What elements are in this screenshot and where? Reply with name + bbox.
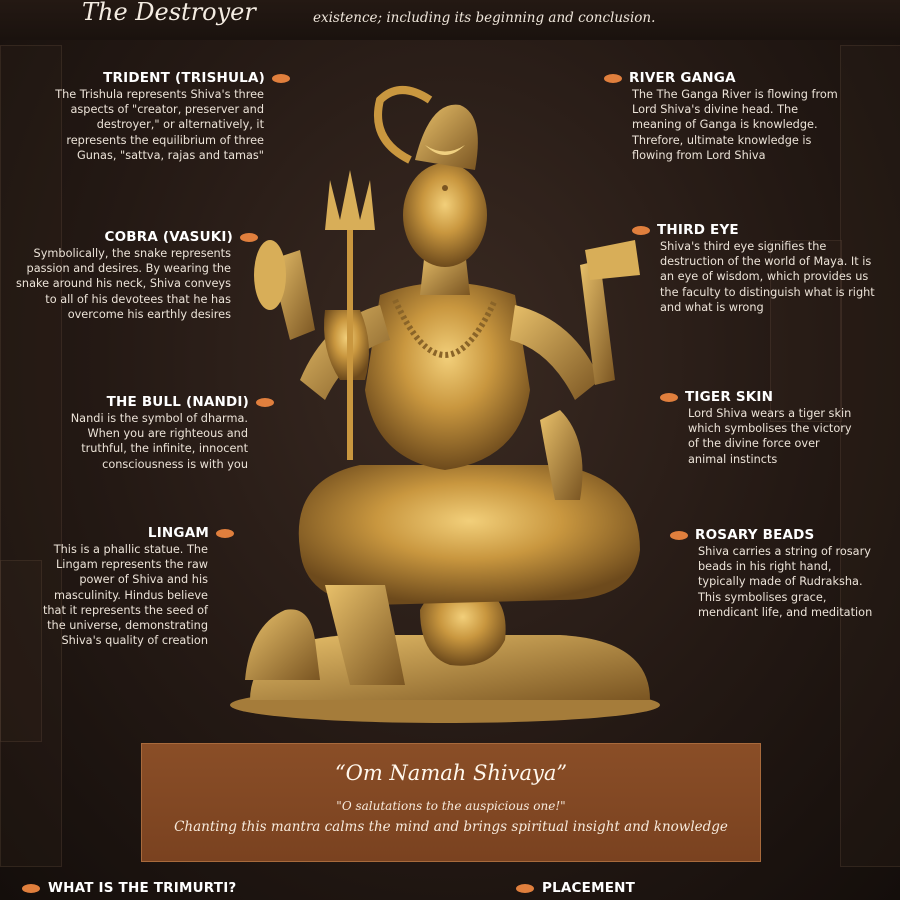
nandi-bull [245,609,320,680]
placement-heading [516,880,635,896]
cobra-body: Symbolically, the snake represents passion and desires. By wearing the snake around his neck, Shiva conveys to all of his devotees that he has overcome his earthly desires [16,247,231,321]
placement-section [516,880,635,896]
tiger-skin-section [660,389,860,467]
rosary-body: Shiva carries a string of rosary beads in his right hand, typically made of Rudraksha. This symbolises grace, mendicant life, and meditation [698,545,873,619]
trimurti-section [22,880,236,896]
trimurti-heading [22,880,236,896]
orange-bullet-icon [660,393,678,402]
tiger-skin-title: TIGER SKIN [685,389,774,405]
trident-section [30,70,290,163]
rosary-heading [670,527,880,543]
orange-bullet-icon [272,74,290,83]
lingam-body: This is a phallic statue. The Lingam represents the raw power of Shiva and his masculinity. Hindus believe that it represents the seed of the universe, demonstrating Shiva's quality of creation [42,543,208,648]
torso [365,283,530,471]
cobra-title: COBRA (VASUKI) [104,229,233,245]
mantra-description: Chanting this mantra calms the mind and brings spiritual insight and knowledge [174,819,728,835]
trident-body: The Trishula represents Shiva's three aspects of "creator, preserver and destroyer," or alternatively, it represents the equilibrium of three Gunas, "sattva, rajas and tamas" [55,88,264,162]
cobra-heading [10,229,258,245]
orange-bullet-icon [670,531,688,540]
tiger-skin-legs [299,465,640,605]
orange-bullet-icon [632,226,650,235]
third-eye-title: THIRD EYE [657,222,739,238]
orange-bullet-icon [256,398,274,407]
nandi-section [40,394,274,472]
mantra-translation: "O salutations to the auspicious one!" [336,799,566,813]
face [403,163,487,267]
nandi-body: Nandi is the symbol of dharma. When you are righteous and truthful, the infinite, innocent consciousness is with you [70,412,248,471]
lingam-title: LINGAM [147,525,209,541]
orange-bullet-icon [240,233,258,242]
trident-head [325,170,375,230]
ganga-heading [604,70,854,86]
lingam-section [18,525,234,648]
nandi-title: THE BULL (NANDI) [106,394,249,410]
trimurti-title: WHAT IS THE TRIMURTI? [48,880,237,896]
tiger-skin-body: Lord Shiva wears a tiger skin which symbolises the victory of the divine force over animal instincts [688,407,852,466]
cobra-section [10,229,258,322]
kamandalu [254,240,286,310]
trident-heading [30,70,290,86]
lingam-heading [18,525,234,541]
orange-bullet-icon [216,529,234,538]
page-title: The Destroyer [82,0,256,26]
third-eye-section [632,222,887,315]
hair-bun [415,105,478,170]
ganga-title: RIVER GANGA [629,70,736,86]
page-subtitle: existence; including its beginning and conclusion. [313,10,656,26]
ganga-section [604,70,854,163]
orange-bullet-icon [516,884,534,893]
third-eye-heading [632,222,887,238]
tiger-skin-heading [660,389,860,405]
orange-bullet-icon [604,74,622,83]
orange-bullet-icon [22,884,40,893]
third-eye [442,185,448,191]
shiva-statue-illustration [230,80,670,725]
trident-title: TRIDENT (TRISHULA) [103,70,265,86]
third-eye-body: Shiva's third eye signifies the destruction of the world of Maya. It is an eye of wisdom, which provides us the faculty to distinguish what is right and what is wrong [660,240,875,314]
rosary-title: ROSARY BEADS [695,527,815,543]
mantra-box [141,743,761,862]
ganga-body: The The Ganga River is flowing from Lord Shiva's divine head. The meaning of Ganga is knowledge. Threfore, ultimate knowledge is flowing from Lord Shiva [632,88,838,162]
mantra-title: “Om Namah Shivaya” [334,761,568,785]
nandi-heading [40,394,274,410]
rosary-section [670,527,880,620]
placement-title: PLACEMENT [542,880,636,896]
